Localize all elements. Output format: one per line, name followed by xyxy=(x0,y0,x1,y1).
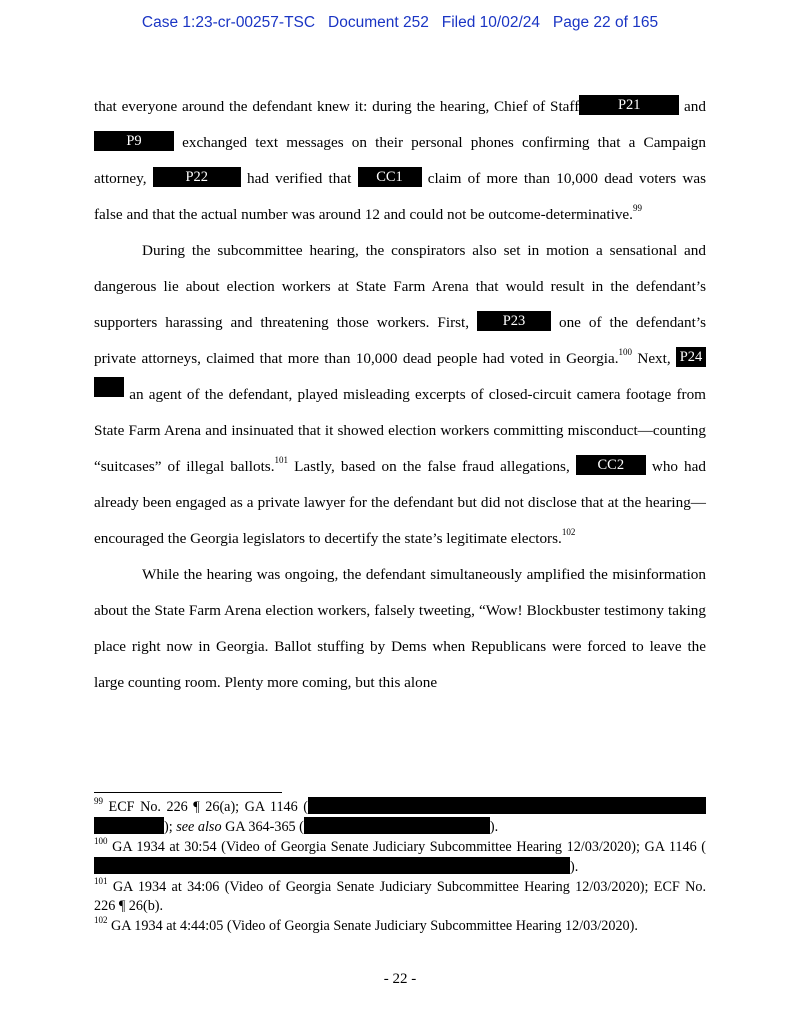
paragraph-3 xyxy=(94,557,706,701)
redaction-bar xyxy=(94,857,570,874)
page-count: Page 22 of 165 xyxy=(552,14,659,31)
document-number: Document 252 xyxy=(328,14,429,31)
footnote-ref-102[interactable]: 102 xyxy=(561,526,576,537)
text-span: GA 1934 at 4:44:05 (Video of Georgia Senate Judiciary Subcommittee Hearing 12/03/2020). xyxy=(107,918,638,934)
paragraph-1 xyxy=(94,89,706,233)
paragraph-2 xyxy=(94,233,706,557)
text-span: While the hearing was ongoing, the defendant simultaneously amplified the misinformation about the State Farm Arena election workers, falsely tweeting, “Wow! Blockbuster testimony taking place right now in Georgia. Ballot stuffing by Dems when Republicans were forced to leave the large counting room. Plenty more coming, but this alone xyxy=(94,566,706,691)
case-header xyxy=(0,14,800,32)
text-span: one of the defendant’s private attorneys, claimed that more than 10,000 dead people had voted in Georgia. xyxy=(94,314,706,367)
text-span: that everyone around the defendant knew it: during the hearing, Chief of Staff xyxy=(94,98,580,115)
text-span: see also xyxy=(176,819,222,835)
redaction-cc1: CC1 xyxy=(358,167,422,187)
footnotes xyxy=(94,797,706,937)
footnote-99 xyxy=(94,797,706,837)
text-span: ECF No. 226 ¶ 26(a); GA 1146 ( xyxy=(103,799,308,815)
text-span: Next, xyxy=(632,350,676,367)
redaction-p9: P9 xyxy=(94,131,174,151)
filed-date: Filed 10/02/24 xyxy=(441,14,540,31)
footnote-ref-101[interactable]: 101 xyxy=(274,454,289,465)
redaction-p24: P24 xyxy=(676,347,706,367)
text-span: ). xyxy=(489,819,499,835)
text-span: an agent of the defendant, played misleading excerpts of closed-circuit camera footage from State Farm Arena and insinuated that it showed election workers committing misconduct—counting “suitcases” of illegal ballots. xyxy=(94,386,706,475)
footnote-101 xyxy=(94,878,706,916)
footnote-102 xyxy=(94,917,706,936)
text-span: claim of more than 10,000 dead voters was false and that the actual number was around 12 and could not be outcome-determinative. xyxy=(94,170,706,223)
redaction-bar xyxy=(304,817,490,834)
footnote-divider xyxy=(94,792,282,793)
text-span: GA 364-365 ( xyxy=(221,819,304,835)
text-span: GA 1934 at 34:06 (Video of Georgia Senate Judiciary Subcommittee Hearing 12/03/2020); ECF No. 226 ¶ 26(b). xyxy=(94,879,706,914)
redaction-bar xyxy=(308,797,706,814)
redaction-p23: P23 xyxy=(477,311,551,331)
page-number: - 22 - xyxy=(383,971,417,987)
redaction-bar xyxy=(94,817,164,834)
footnote-number: 99 xyxy=(94,796,103,807)
text-span: who had already been engaged as a private lawyer for the defendant but did not disclose that at the hearing—encouraged the Georgia legislators to decertify the state’s legitimate electors. xyxy=(94,458,706,547)
case-number: Case 1:23-cr-00257-TSC xyxy=(141,14,316,31)
text-span: exchanged text messages on their personal phones confirming that a Campaign attorney, xyxy=(94,134,706,187)
text-span: ); xyxy=(164,819,177,835)
redaction-p24-continued xyxy=(94,377,124,397)
text-span: ). xyxy=(570,859,579,875)
footnote-100 xyxy=(94,838,706,877)
text-span: had verified that xyxy=(240,170,358,187)
redaction-p21: P21 xyxy=(579,95,679,115)
body-text xyxy=(94,89,706,701)
footnote-ref-99[interactable]: 99 xyxy=(632,202,642,213)
footnote-number: 101 xyxy=(94,876,108,887)
text-span: and xyxy=(679,98,706,115)
footnote-ref-100[interactable]: 100 xyxy=(618,346,633,357)
text-span: During the subcommittee hearing, the conspirators also set in motion a sensational and dangerous lie about election workers at State Farm Arena that would result in the defendant’s supporters harassing and threatening those workers. First, xyxy=(94,242,706,331)
text-span: Lastly, based on the false fraud allegations, xyxy=(288,458,576,475)
redaction-cc2: CC2 xyxy=(576,455,646,475)
footnote-number: 102 xyxy=(94,915,108,926)
footnote-number: 100 xyxy=(94,836,108,847)
text-span: GA 1934 at 30:54 (Video of Georgia Senate Judiciary Subcommittee Hearing 12/03/2020); GA 1146 ( xyxy=(107,839,706,855)
redaction-p22: P22 xyxy=(153,167,241,187)
